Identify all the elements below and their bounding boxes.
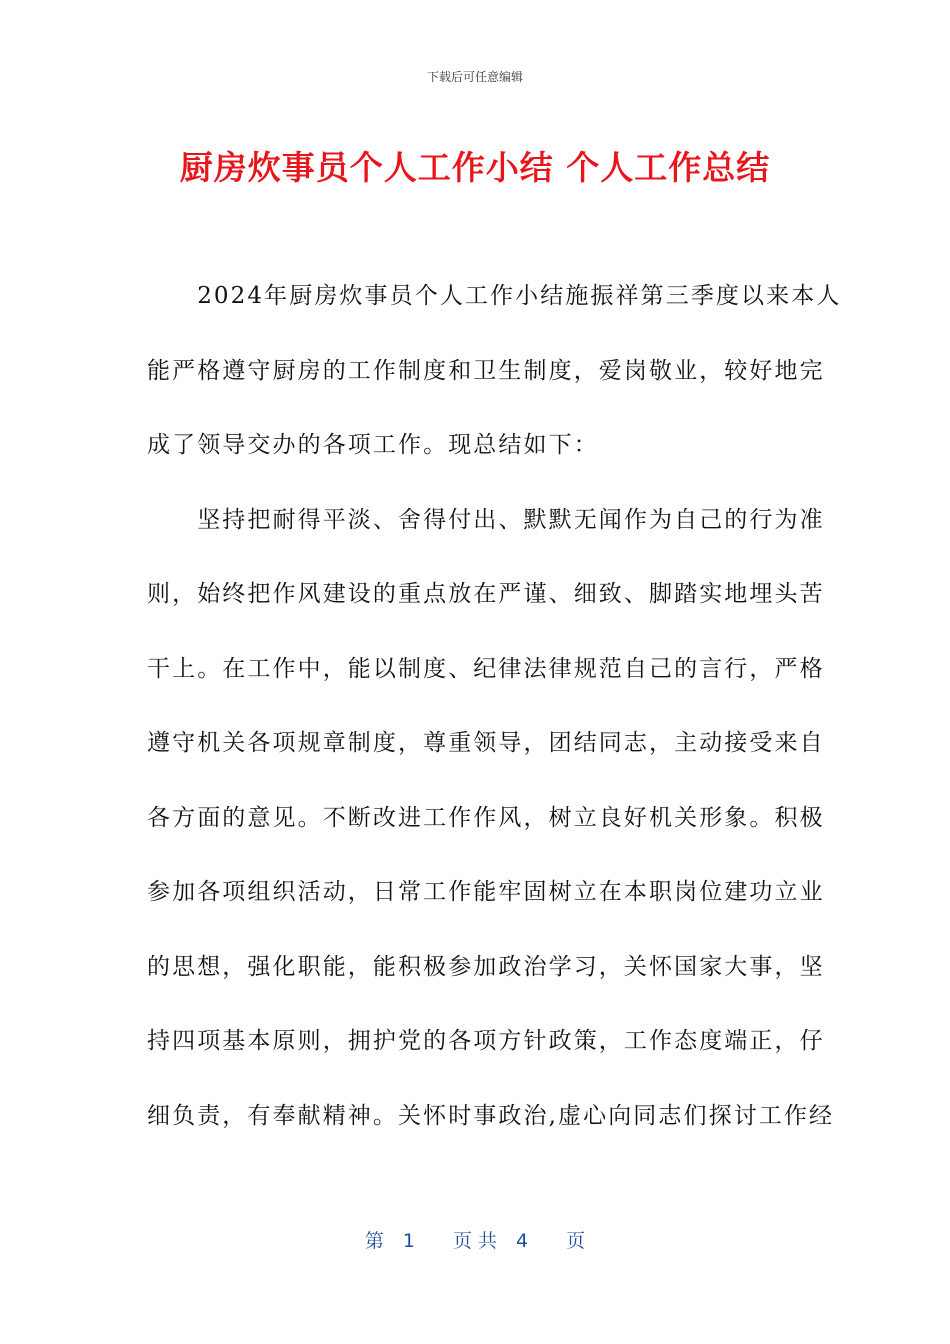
- page-number-footer: 第 1 页 共 4 页: [364, 1230, 586, 1252]
- body-line: 能严格遵守厨房的工作制度和卫生制度，爱岗敬业，较好地完: [147, 357, 825, 384]
- body-line: 持四项基本原则，拥护党的各项方针政策，工作态度端正，仔: [147, 1028, 825, 1054]
- body-line: 成了领导交办的各项工作。现总结如下：: [147, 432, 599, 458]
- body-line: 细负责，有奉献精神。关怀时事政治,虚心向同志们探讨工作经: [147, 1102, 835, 1129]
- body-line: 遵守机关各项规章制度，尊重领导，团结同志，主动接受来自: [147, 730, 825, 756]
- body-line: 则，始终把作风建设的重点放在严谨、细致、脚踏实地埋头苦: [147, 581, 825, 607]
- document-title: 厨房炊事员个人工作小结 个人工作总结: [179, 148, 771, 187]
- document-body: [147, 270, 842, 1164]
- body-line: 坚持把耐得平淡、舍得付出、默默无闻作为自己的行为准: [147, 506, 825, 533]
- body-line: 各方面的意见。不断改进工作作风，树立良好机关形象。积极: [147, 804, 825, 831]
- body-line: 2024年厨房炊事员个人工作小结施振祥第三季度以来本人: [147, 283, 842, 309]
- body-line: 参加各项组织活动，日常工作能牢固树立在本职岗位建功立业: [147, 879, 825, 905]
- header-note: 下载后可任意编辑: [426, 70, 523, 84]
- body-line: 的思想，强化职能，能积极参加政治学习，关怀国家大事，坚: [147, 953, 825, 980]
- body-line: 干上。在工作中，能以制度、纪律法律规范自己的言行，严格: [147, 655, 825, 682]
